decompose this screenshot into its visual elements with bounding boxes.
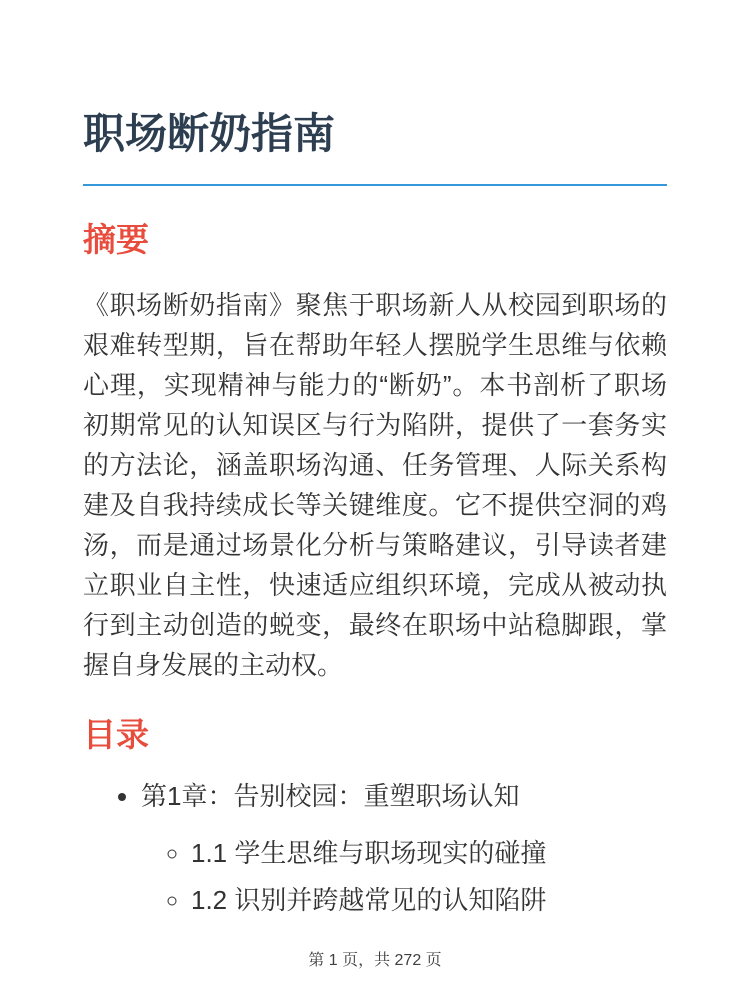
toc-section-item: ◦ 1.1 学生思维与职场现实的碰撞 [191,832,667,875]
toc-sublist [141,832,667,922]
toc-list [83,776,667,922]
toc-section-item: ◦ 1.2 识别并跨越常见的认知陷阱 [191,879,667,922]
abstract-heading: 摘要 [83,221,149,259]
abstract-paragraph: 《职场断奶指南》聚焦于职场新人从校园到职场的艰难转型期，旨在帮助年轻人摆脱学生思维与依赖心理，实现精神与能力的“断奶”。本书剖析了职场初期常见的认知误区与行为陷阱，提供了一套务实的方法论，涵盖职场沟通、任务管理、人际关系构建及自我持续成长等关键维度。它不提供空洞的鸡汤，而是通过场景化分析与策略建议，引导读者建立职业自主性，快速适应组织环境，完成从被动执行到主动创造的蜕变，最终在职场中站稳脚跟，掌握自身发展的主动权。 [83,289,667,680]
toc-chapter-label: 第1章：告别校园：重塑职场认知 [141,781,520,812]
page-title: 职场断奶指南 [83,110,336,157]
toc-heading: 目录 [83,715,149,753]
toc-chapter-item [141,776,667,922]
page-number: 第 1 页，共 272 页 [308,952,442,969]
title-divider [83,184,667,186]
